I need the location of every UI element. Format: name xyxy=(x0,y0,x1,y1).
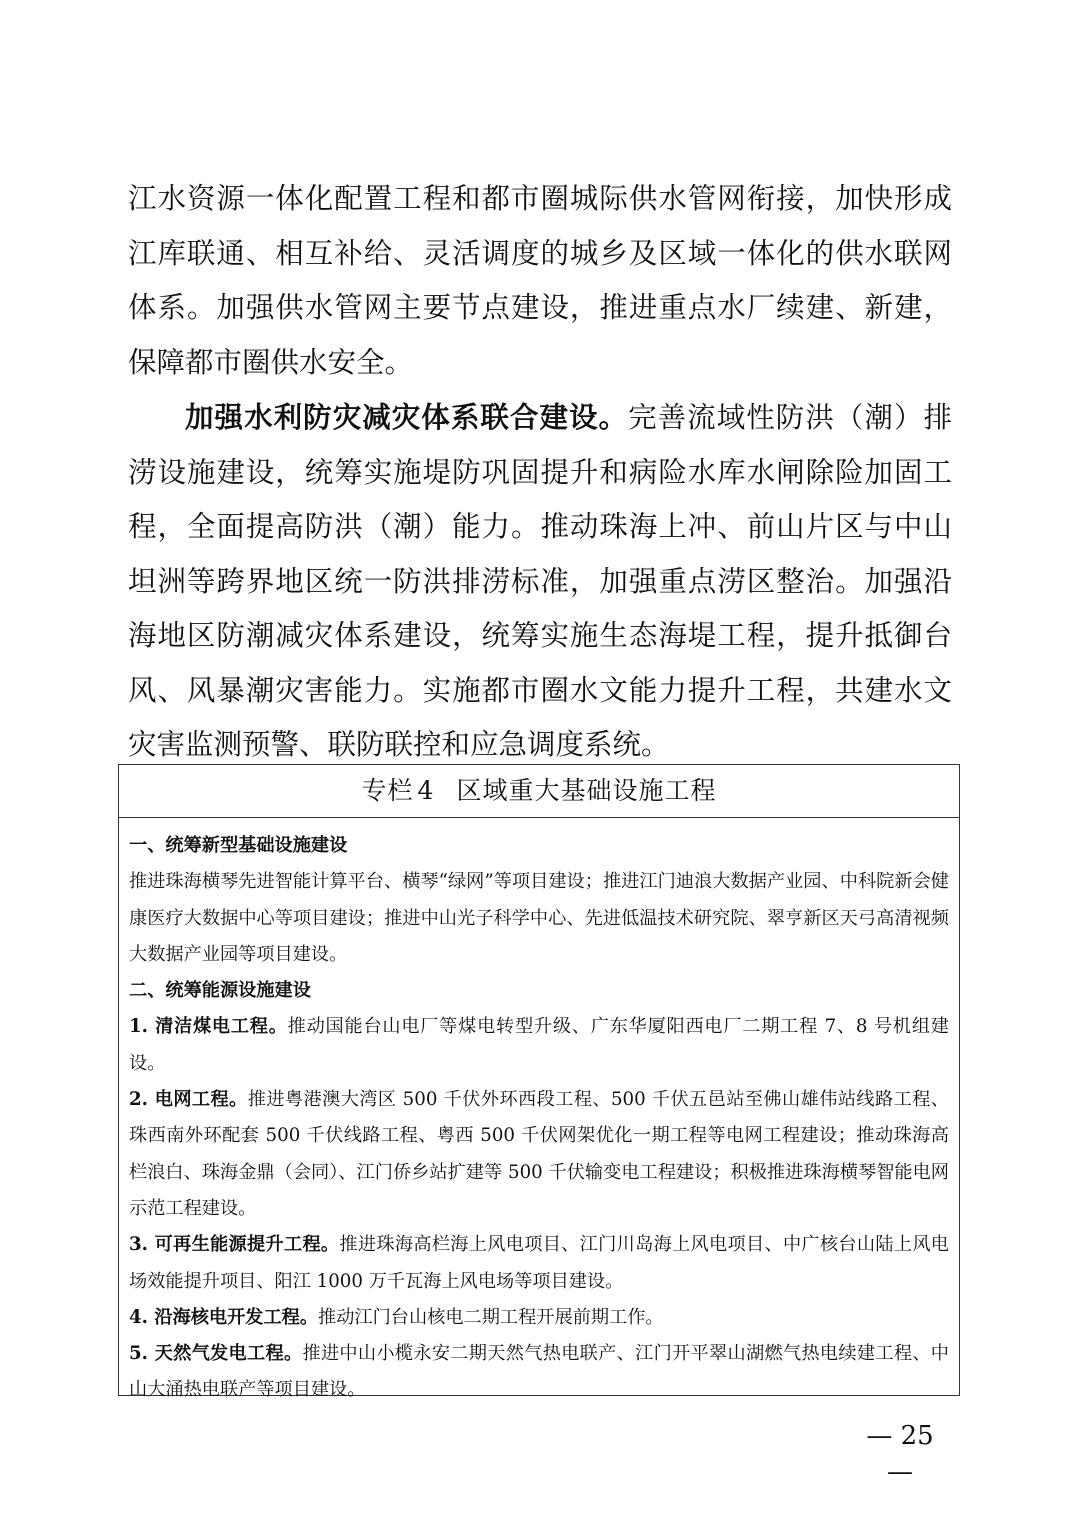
column-title-number: 4 xyxy=(417,776,435,805)
energy-item-text: 推动国能台山电厂等煤电转型升级、广东华厦阳西电厂二期工程 7、8 号机组建设。 xyxy=(129,1016,949,1074)
energy-item-gas xyxy=(129,1336,949,1409)
energy-item-text: 推动江门台山核电二期工程开展前期工作。 xyxy=(318,1306,664,1328)
energy-item-lead: 1. 清洁煤电工程。 xyxy=(129,1016,288,1038)
energy-item-coal xyxy=(129,1009,949,1082)
column-title xyxy=(119,765,959,818)
energy-item-lead: 2. 电网工程。 xyxy=(129,1089,248,1111)
column-title-text: 区域重大基础设施工程 xyxy=(456,776,717,805)
energy-item-lead: 4. 沿海核电开发工程。 xyxy=(129,1306,319,1328)
column-body xyxy=(119,818,959,1409)
energy-item-renewable xyxy=(129,1227,949,1300)
energy-item-text: 推进粤港澳大湾区 500 千伏外环西段工程、500 千伏五邑站至佛山雄伟站线路工程、珠西南外环配套 500 千伏线路工程、粤西 500 千伏网架优化一期工程等电网工程建设；推动珠海高栏浪白、珠海金鼎（会同）、江门侨乡站扩建等 500 千伏输变电工程建设；积极推进珠海横琴智能电网示范工程建设。 xyxy=(129,1089,949,1219)
paragraph-flood-control xyxy=(128,390,952,773)
main-body-text xyxy=(128,172,952,773)
paragraph-water-supply: 江水资源一体化配置工程和都市圈城际供水管网衔接，加快形成江库联通、相互补给、灵活调度的城乡及区域一体化的供水联网体系。加强供水管网主要节点建设，推进重点水厂续建、新建，保障都市圈供水安全。 xyxy=(128,182,952,379)
energy-item-text: 推进中山小榄永安二期天然气热电联产、江门开平翠山湖燃气热电续建工程、中山大涌热电联产等项目建设。 xyxy=(129,1343,949,1401)
paragraph-lead-heading: 加强水利防灾减灾体系联合建设。 xyxy=(185,400,629,434)
energy-item-nuclear xyxy=(129,1300,949,1336)
paragraph-body: 完善流域性防洪（潮）排涝设施建设，统筹实施堤防巩固提升和病险水库水闸除险加固工程，全面提高防洪（潮）能力。推动珠海上冲、前山片区与中山坦洲等跨界地区统一防洪排涝标准，加强重点涝区整治。加强沿海地区防潮减灾体系建设，统筹实施生态海堤工程，提升抵御台风、风暴潮灾害能力。实施都市圈水文能力提升工程，共建水文灾害监测预警、联防联控和应急调度系统。 xyxy=(128,401,952,761)
energy-item-grid xyxy=(129,1082,949,1227)
energy-item-lead: 5. 天然气发电工程。 xyxy=(129,1343,303,1365)
section-heading-new-infrastructure: 一、统筹新型基础设施建设 xyxy=(129,835,348,856)
page-number: — 25 — xyxy=(866,1421,934,1487)
section-text-new-infrastructure: 推进珠海横琴先进智能计算平台、横琴“绿网”等项目建设；推进江门迪浪大数据产业园、中科院新会健康医疗大数据中心等项目建设；推进中山光子科学中心、先进低温技术研究院、翠亨新区天弓高清视频大数据产业园等项目建设。 xyxy=(129,871,949,965)
section-heading-energy: 二、统筹能源设施建设 xyxy=(129,980,311,1002)
energy-item-lead: 3. 可再生能源提升工程。 xyxy=(129,1234,340,1256)
energy-item-text: 推进珠海高栏海上风电项目、江门川岛海上风电项目、中广核台山陆上风电场效能提升项目、阳江 1000 万千瓦海上风电场等项目建设。 xyxy=(129,1234,949,1292)
column-title-prefix: 专栏 xyxy=(361,776,414,805)
infrastructure-column-box xyxy=(118,764,960,1401)
